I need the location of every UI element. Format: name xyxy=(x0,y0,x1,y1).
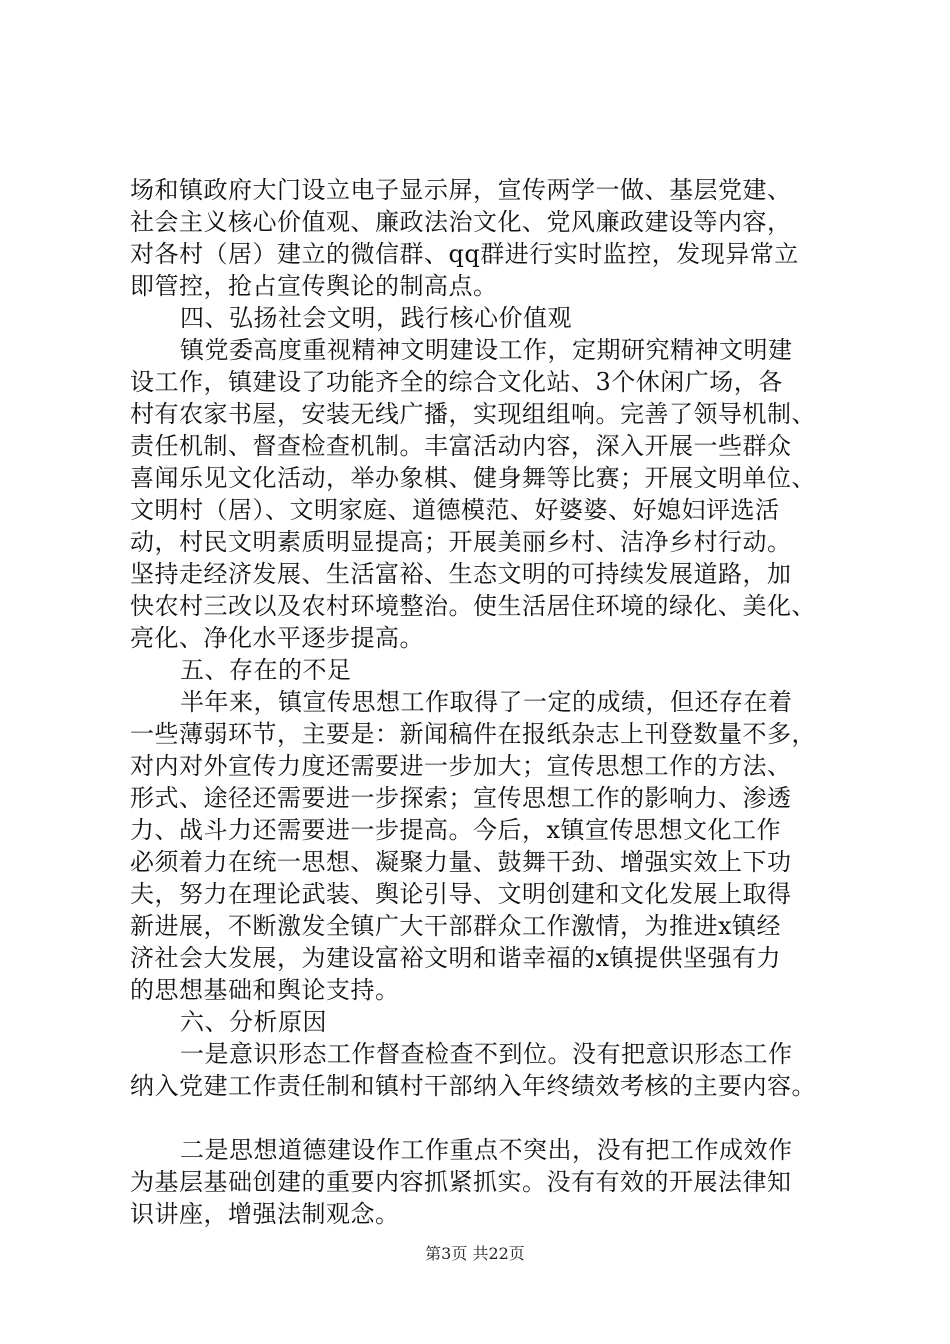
text-line: 镇党委高度重视精神文明建设工作，定期研究精神文明建 xyxy=(180,336,793,364)
text-line: 村有农家书屋，安装无线广播，实现组组响。完善了领导机制、 xyxy=(130,400,816,428)
section-heading: 六、分析原因 xyxy=(180,1008,327,1036)
text-line: 夫，努力在理论武装、舆论引导、文明创建和文化发展上取得 xyxy=(130,880,792,908)
text-line: 场和镇政府大门设立电子显示屏，宣传两学一做、基层党建、 xyxy=(130,176,792,204)
text-line: 快农村三改以及农村环境整治。使生活居住环境的绿化、美化、 xyxy=(130,592,816,620)
text-line: 责任机制、督查检查机制。丰富活动内容，深入开展一些群众 xyxy=(130,432,792,460)
text-line: 一些薄弱环节，主要是：新闻稿件在报纸杂志上刊登数量不多， xyxy=(130,720,816,748)
text-line: 对内对外宣传力度还需要进一步加大；宣传思想工作的方法、 xyxy=(130,752,792,780)
text-line: 即管控，抢占宣传舆论的制高点。 xyxy=(130,272,498,300)
text-line: 坚持走经济发展、生活富裕、生态文明的可持续发展道路，加 xyxy=(130,560,792,588)
section-heading: 四、弘扬社会文明，践行核心价值观 xyxy=(180,304,572,332)
text-line: 喜闻乐见文化活动，举办象棋、健身舞等比赛；开展文明单位、 xyxy=(130,464,816,492)
text-line: 纳入党建工作责任制和镇村干部纳入年终绩效考核的主要内容。 xyxy=(130,1072,816,1100)
text-line: 新进展，不断激发全镇广大干部群众工作激情，为推进x镇经 xyxy=(130,912,782,940)
text-line: 形式、途径还需要进一步探索；宣传思想工作的影响力、渗透 xyxy=(130,784,792,812)
text-line: 对各村（居）建立的微信群、qq群进行实时监控，发现异常立 xyxy=(130,240,799,268)
text-line: 二是思想道德建设作工作重点不突出，没有把工作成效作 xyxy=(180,1136,793,1164)
text-line: 济社会大发展，为建设富裕文明和谐幸福的x镇提供坚强有力 xyxy=(130,944,782,972)
text-line: 文明村（居）、文明家庭、道德模范、好婆婆、好媳妇评选活 xyxy=(130,496,780,524)
text-line: 亮化、净化水平逐步提高。 xyxy=(130,624,424,652)
text-line: 社会主义核心价值观、廉政法治文化、党风廉政建设等内容， xyxy=(130,208,792,236)
text-line: 必须着力在统一思想、凝聚力量、鼓舞干劲、增强实效上下功 xyxy=(130,848,792,876)
text-line: 设工作，镇建设了功能齐全的综合文化站、3个休闲广场，各 xyxy=(130,368,783,396)
text-line: 力、战斗力还需要进一步提高。今后，x镇宣传思想文化工作 xyxy=(130,816,782,844)
text-line: 的思想基础和舆论支持。 xyxy=(130,976,400,1004)
text-line: 识讲座，增强法制观念。 xyxy=(130,1200,400,1228)
text-line: 动，村民文明素质明显提高；开展美丽乡村、洁净乡村行动。 xyxy=(130,528,792,556)
text-line: 半年来，镇宣传思想工作取得了一定的成绩，但还存在着 xyxy=(180,688,793,716)
section-heading: 五、存在的不足 xyxy=(180,656,352,684)
page-number-footer: 第3页 共22页 xyxy=(425,1244,525,1263)
text-line: 为基层基础创建的重要内容抓紧抓实。没有有效的开展法律知 xyxy=(130,1168,792,1196)
text-line: 一是意识形态工作督查检查不到位。没有把意识形态工作 xyxy=(180,1040,793,1068)
